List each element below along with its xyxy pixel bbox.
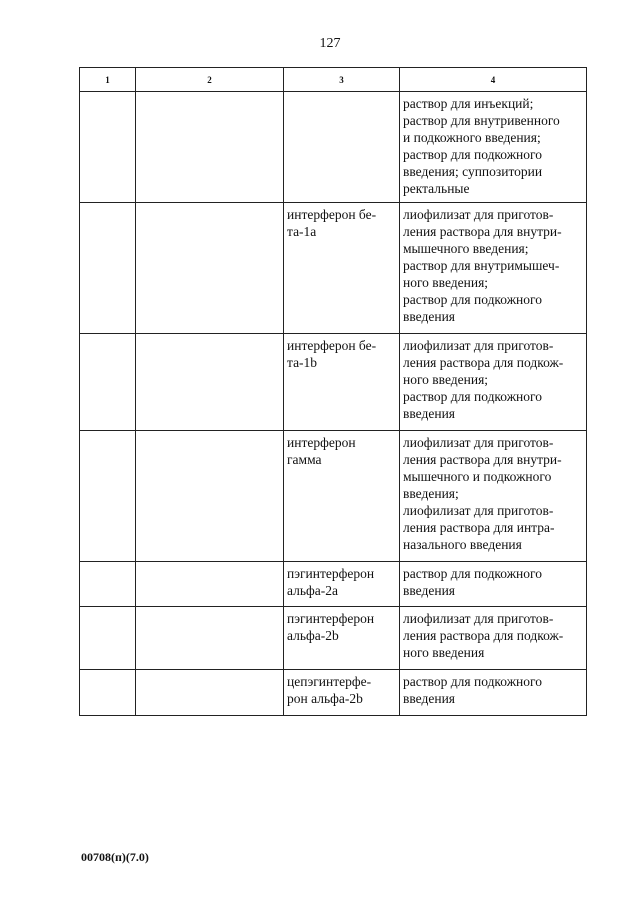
cell-text: интерферон бе- та-1a (287, 207, 377, 239)
cell-text: лиофилизат для приготов- ления раствора для внутри- мышечного введения; раствор для внутримышеч- ного введения; раствор для подкожного введения (403, 207, 562, 324)
page-number: 127 (319, 36, 341, 51)
cell-text (80, 334, 135, 341)
cell-col1 (80, 562, 136, 607)
table-row (80, 431, 587, 562)
cell-text (284, 92, 399, 99)
column-header-2: 2 (136, 68, 284, 92)
cell-col4 (400, 431, 587, 562)
cell-text (80, 607, 135, 614)
cell-col4 (400, 607, 587, 670)
column-header-3: 3 (284, 68, 400, 92)
cell-col1 (80, 670, 136, 716)
cell-text: пэгинтерферон альфа-2b (287, 611, 375, 643)
cell-col2 (136, 334, 284, 431)
table-header-row (80, 68, 587, 92)
cell-col2 (136, 562, 284, 607)
cell-col4 (400, 334, 587, 431)
cell-text: раствор для подкожного введения (403, 674, 542, 706)
cell-text (80, 562, 135, 569)
cell-text (80, 670, 135, 677)
cell-text (80, 203, 135, 210)
cell-text (136, 334, 283, 341)
table-row (80, 92, 587, 203)
column-header-4: 4 (400, 68, 587, 92)
cell-col4 (400, 92, 587, 203)
cell-col1 (80, 607, 136, 670)
cell-col2 (136, 607, 284, 670)
table-row (80, 607, 587, 670)
cell-col2 (136, 431, 284, 562)
table-row (80, 562, 587, 607)
cell-col3 (284, 92, 400, 203)
cell-col3 (284, 203, 400, 334)
cell-col3 (284, 431, 400, 562)
cell-text: интерферон бе- та-1b (287, 338, 377, 370)
cell-text: раствор для подкожного введения (403, 566, 542, 598)
cell-text (136, 203, 283, 210)
cell-col2 (136, 92, 284, 203)
cell-col3 (284, 670, 400, 716)
cell-text: лиофилизат для приготов- ления раствора для внутри- мышечного и подкожного введения; лиофилизат для приготов- ления раствора для интра- назального введения (403, 435, 562, 552)
cell-col4 (400, 670, 587, 716)
cell-text (136, 607, 283, 614)
table-row (80, 334, 587, 431)
cell-col1 (80, 334, 136, 431)
cell-col1 (80, 431, 136, 562)
cell-col2 (136, 203, 284, 334)
table-row (80, 203, 587, 334)
cell-text (80, 92, 135, 99)
cell-text: интерферон гамма (287, 435, 356, 467)
cell-col3 (284, 607, 400, 670)
column-header-1: 1 (80, 68, 136, 92)
document-code: 00708(п)(7.0) (81, 850, 149, 864)
cell-text (136, 670, 283, 677)
cell-col2 (136, 670, 284, 716)
cell-col1 (80, 203, 136, 334)
table-row (80, 670, 587, 716)
cell-text (136, 431, 283, 438)
cell-col1 (80, 92, 136, 203)
document-table (79, 67, 587, 716)
cell-text (80, 431, 135, 438)
cell-text: лиофилизат для приготов- ления раствора для подкож- ного введения (403, 611, 564, 660)
cell-text: цепэгинтерфе- рон альфа-2b (287, 674, 372, 706)
cell-text (136, 562, 283, 569)
cell-col3 (284, 562, 400, 607)
cell-col3 (284, 334, 400, 431)
cell-col4 (400, 562, 587, 607)
cell-text: лиофилизат для приготов- ления раствора для подкож- ного введения; раствор для подкожного введения (403, 338, 564, 421)
cell-col4 (400, 203, 587, 334)
cell-text (136, 92, 283, 99)
cell-text: пэгинтерферон альфа-2a (287, 566, 375, 598)
cell-text: раствор для инъекций; раствор для внутривенного и подкожного введения; раствор для подкожного введения; суппозитории ректальные (403, 96, 560, 196)
